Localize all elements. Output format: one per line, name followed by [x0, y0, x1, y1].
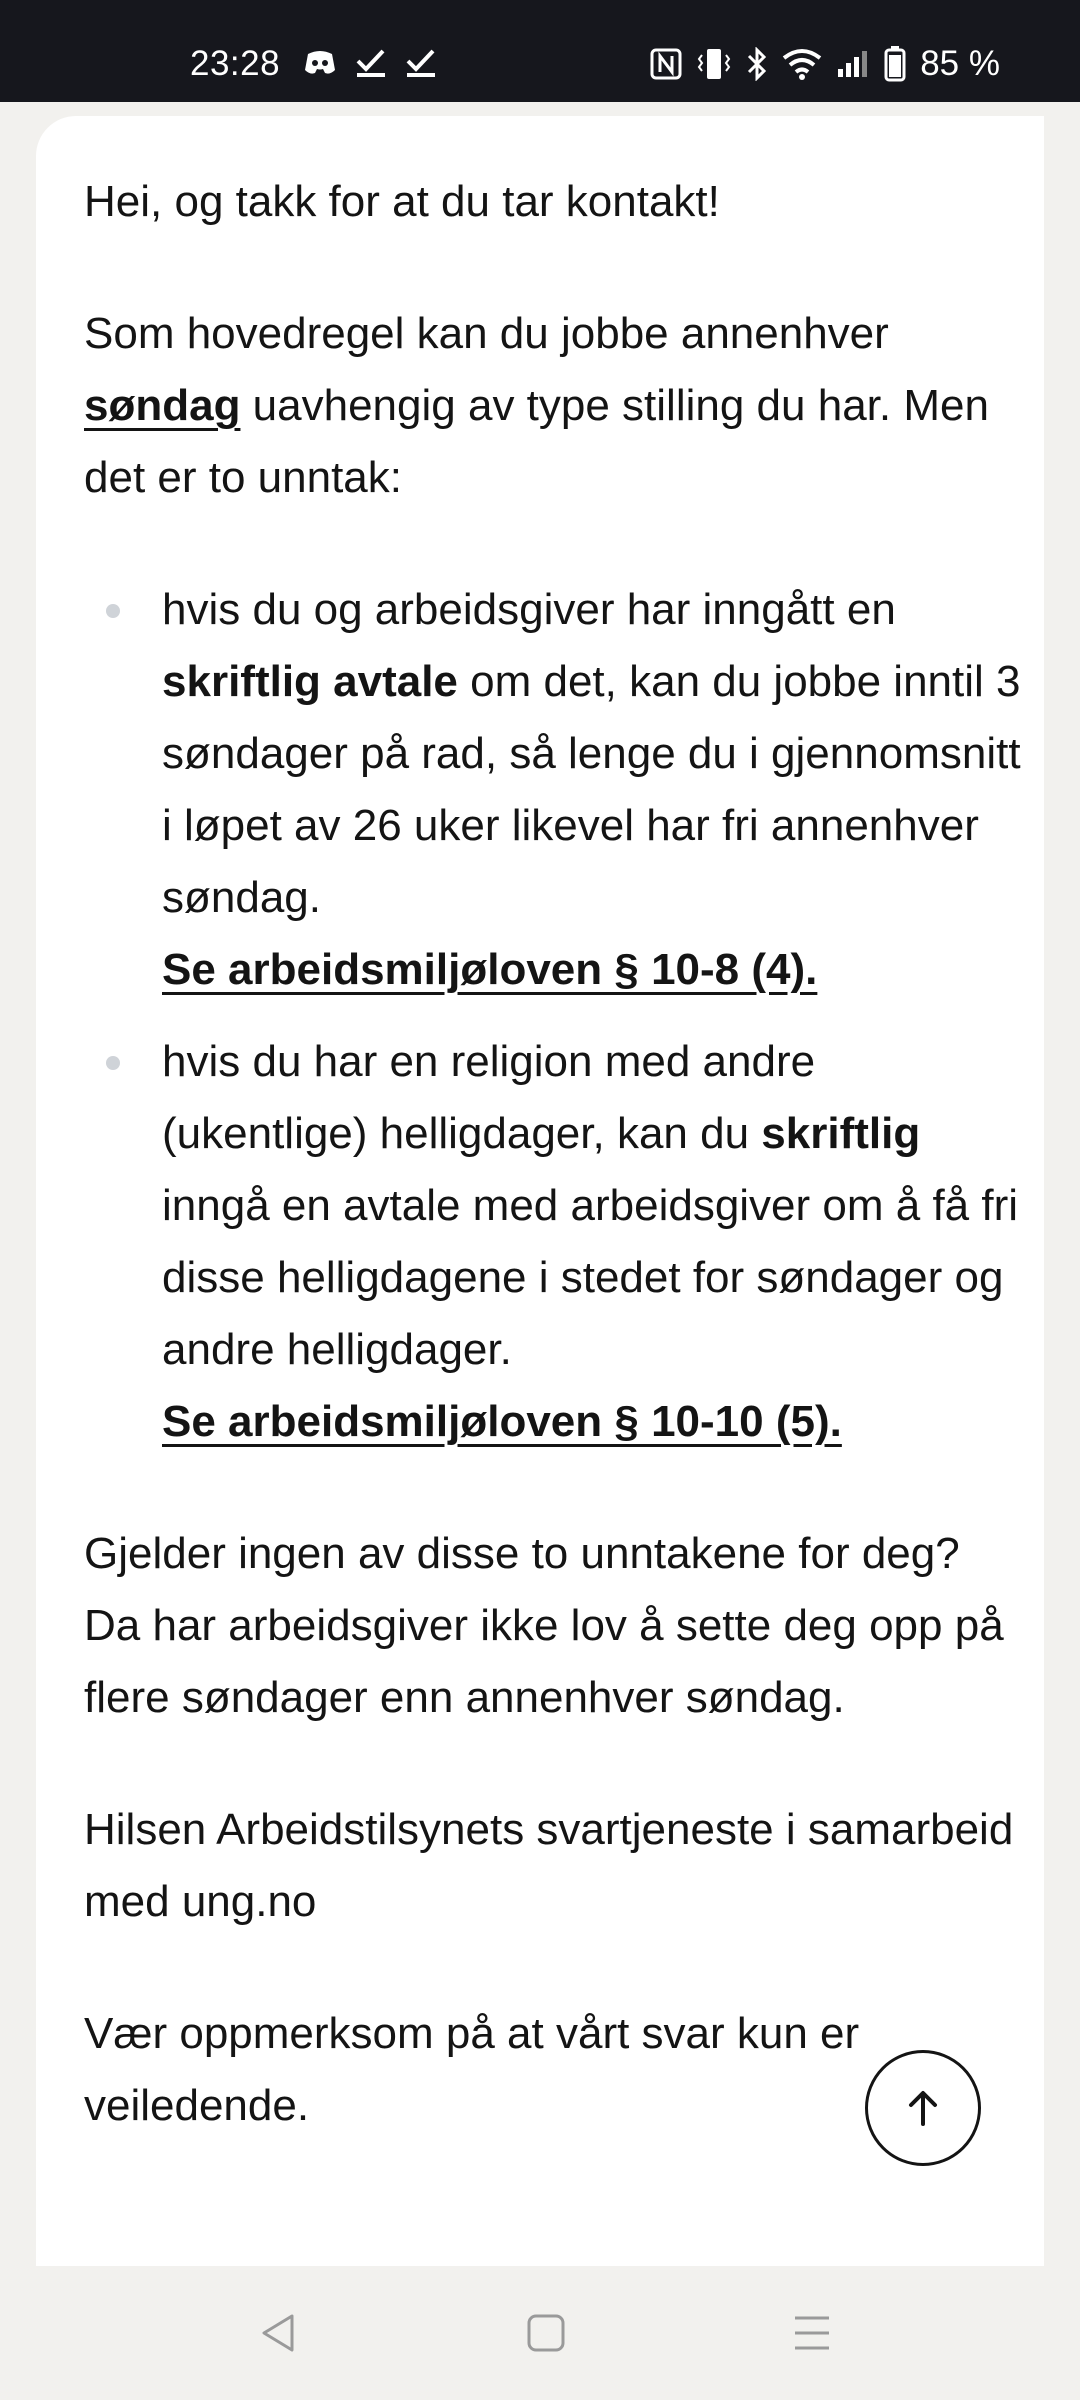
exception-text-after: inngå en avtale med arbeidsgiver om å få fri disse helligdagene i stedet for søndager og andre helligdager.: [162, 1181, 1019, 1374]
battery-icon: [884, 46, 906, 82]
nfc-icon: [650, 48, 682, 80]
answer-content: [84, 166, 1024, 2142]
list-item: [84, 574, 1024, 1006]
notification-icons: [303, 48, 437, 78]
exception-bold: skriftlig avtale: [162, 657, 458, 706]
exceptions-list: [84, 574, 1024, 1458]
answer-card: [36, 116, 1044, 2266]
exception-text-after: om det, kan du jobbe inntil 3 søndager på rad, så lenge du i gjennomsnitt i løpet av 26 uker likevel har fri annenhver søndag.: [162, 657, 1021, 922]
vibrate-icon: [696, 47, 732, 81]
intro-paragraph: [84, 298, 1024, 514]
scroll-to-top-button[interactable]: [865, 2050, 981, 2166]
battery-percent: 85 %: [920, 44, 1000, 83]
signature: Hilsen Arbeidstilsynets svartjeneste i samarbeid med ung.no: [84, 1805, 1014, 1926]
navigation-bar: [0, 2266, 1080, 2400]
law-link-10-10[interactable]: Se arbeidsmiljøloven § 10-10 (5).: [162, 1397, 842, 1446]
sunday-highlight: søndag: [84, 381, 241, 430]
back-icon[interactable]: [258, 2312, 298, 2359]
status-time: 23:28: [190, 44, 281, 83]
home-icon[interactable]: [526, 2312, 566, 2359]
exception-text: hvis du har en religion med andre (ukentlige) helligdager, kan du: [162, 1037, 816, 1158]
wifi-icon: [782, 48, 822, 80]
status-bar: [0, 0, 1080, 102]
law-link-10-8[interactable]: Se arbeidsmiljøloven § 10-8 (4).: [162, 945, 818, 994]
system-status: [650, 44, 1000, 84]
bluetooth-icon: [746, 47, 768, 81]
intro-text: Som hovedregel kan du jobbe annenhver: [84, 309, 889, 358]
list-item: [84, 1026, 1024, 1458]
check-icon: [405, 48, 437, 78]
arrow-up-icon: [901, 2086, 945, 2130]
bullet-icon: [106, 1056, 120, 1070]
menu-icon[interactable]: [792, 2312, 832, 2359]
intro-text-after: uavhengig av type stilling du har. Men det er to unntak:: [84, 381, 989, 502]
check-icon: [355, 48, 387, 78]
greeting: Hei, og takk for at du tar kontakt!: [84, 177, 720, 226]
discord-icon: [303, 48, 337, 78]
exception-text: hvis du og arbeidsgiver har inngått en: [162, 585, 896, 634]
bullet-icon: [106, 604, 120, 618]
signal-icon: [836, 49, 870, 79]
exception-bold: skriftlig: [761, 1109, 921, 1158]
closing-paragraph: Gjelder ingen av disse to unntakene for deg? Da har arbeidsgiver ikke lov å sette deg opp på flere søndager enn annenhver søndag.: [84, 1529, 1004, 1722]
disclaimer: Vær oppmerksom på at vårt svar kun er veiledende.: [84, 2009, 860, 2130]
